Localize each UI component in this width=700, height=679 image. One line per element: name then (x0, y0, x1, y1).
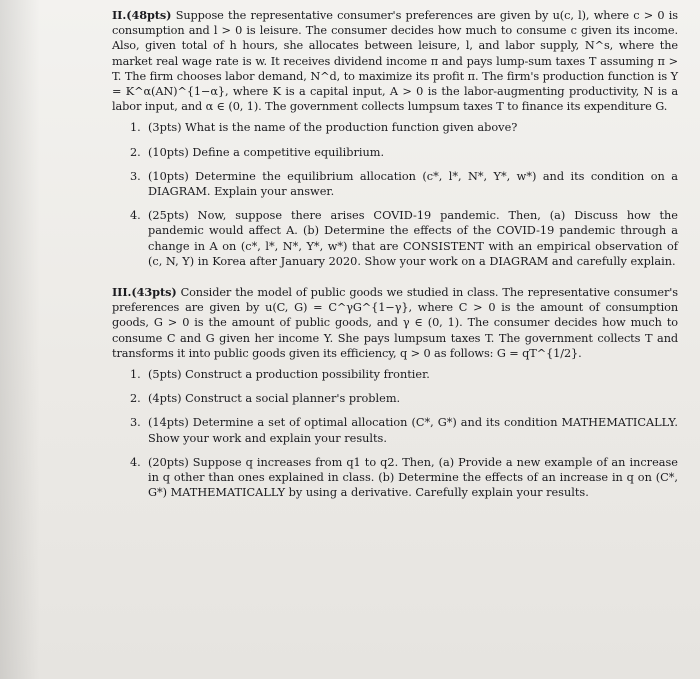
section-iii-intro-text: Consider the model of public goods we studied in class. The representative consumer's preferences are given by u(C, G) = C^γG^{1−γ}, where C > 0 is the amount of consumption goods, G > 0 is the amount of public goods, and γ ∈ (0, 1). The consumer decides how much to consume C and G given her income Y. She pays lumpsum taxes T. The government collects T and transforms it into public goods given its efficiency, q > 0 as follows: G = qT^{1/2}. (112, 286, 678, 360)
question-item (130, 120, 678, 135)
page-shadow (0, 0, 40, 679)
question-item (130, 415, 678, 445)
question-text: (10pts) Determine the equilibrium allocation (c*, l*, N*, Y*, w*) and its condition on a DIAGRAM. Explain your answer. (148, 169, 678, 199)
section-iii-heading: III.(43pts) (112, 285, 177, 300)
question-number: 3. (130, 169, 141, 183)
section-ii-questions (112, 120, 678, 269)
question-number: 4. (130, 209, 141, 223)
section-ii (112, 8, 678, 269)
section-iii-intro (112, 285, 678, 361)
question-text: (4pts) Construct a social planner's problem. (148, 392, 401, 406)
question-item (130, 169, 678, 199)
question-text: (3pts) What is the name of the production function given above? (148, 121, 518, 135)
question-number: 4. (130, 455, 141, 469)
section-ii-intro-text: Suppose the representative consumer's preferences are given by u(c, l), where c > 0 is consumption and l > 0 is leisure. The consumer decides how much to consume c given its income. Also, given total of h hours, she allocates between leisure, l, and labor supply, N^s, where the market real wage rate is w. It receives dividend income π and pays lump-sum taxes T assuming π > T. The firm chooses labor demand, N^d, to maximize its profit π. The firm's production function is Y = K^α(AN)^{1−α}, where K is a capital input, A > 0 is the labor-augmenting productivity, N is a labor input, and α ∈ (0, 1). The government collects lumpsum taxes T to finance its expenditure G. (112, 9, 678, 114)
question-text: (14pts) Determine a set of optimal allocation (C*, G*) and its condition MATHEMATICALLY. Show your work and explain your results. (148, 416, 678, 445)
question-number: 2. (130, 145, 141, 159)
question-text: (20pts) Suppose q increases from q1 to q2. Then, (a) Provide a new example of an increase in q other than ones explained in class. (b) Determine the effects of an increase in q on (C*, G*) MATHEMATICALLY by using a derivative. Carefully explain your results. (148, 455, 678, 500)
question-item (130, 455, 678, 501)
question-item (130, 145, 678, 160)
section-iii (112, 285, 678, 500)
question-text: (5pts) Construct a production possibility frontier. (148, 368, 430, 382)
section-iii-questions (112, 367, 678, 500)
question-item (130, 391, 678, 406)
question-text: (25pts) Now, suppose there arises COVID-19 pandemic. Then, (a) Discuss how the pandemic would affect A. (b) Determine the effects of the COVID-19 pandemic through a change in A on (c*, l*, N*, Y*, w*) that are CONSISTENT with an empirical observation of (c, N, Y) in Korea after January 2020. Show your work on a DIAGRAM and carefully explain. (148, 209, 678, 268)
question-number: 2. (130, 392, 141, 406)
question-number: 1. (130, 121, 141, 135)
question-number: 1. (130, 368, 141, 382)
section-ii-heading: II.(48pts) (112, 8, 172, 22)
question-text: (10pts) Define a competitive equilibrium. (148, 145, 385, 159)
question-item (130, 367, 678, 382)
question-number: 3. (130, 416, 141, 430)
section-ii-intro (112, 8, 678, 114)
question-item (130, 208, 678, 269)
